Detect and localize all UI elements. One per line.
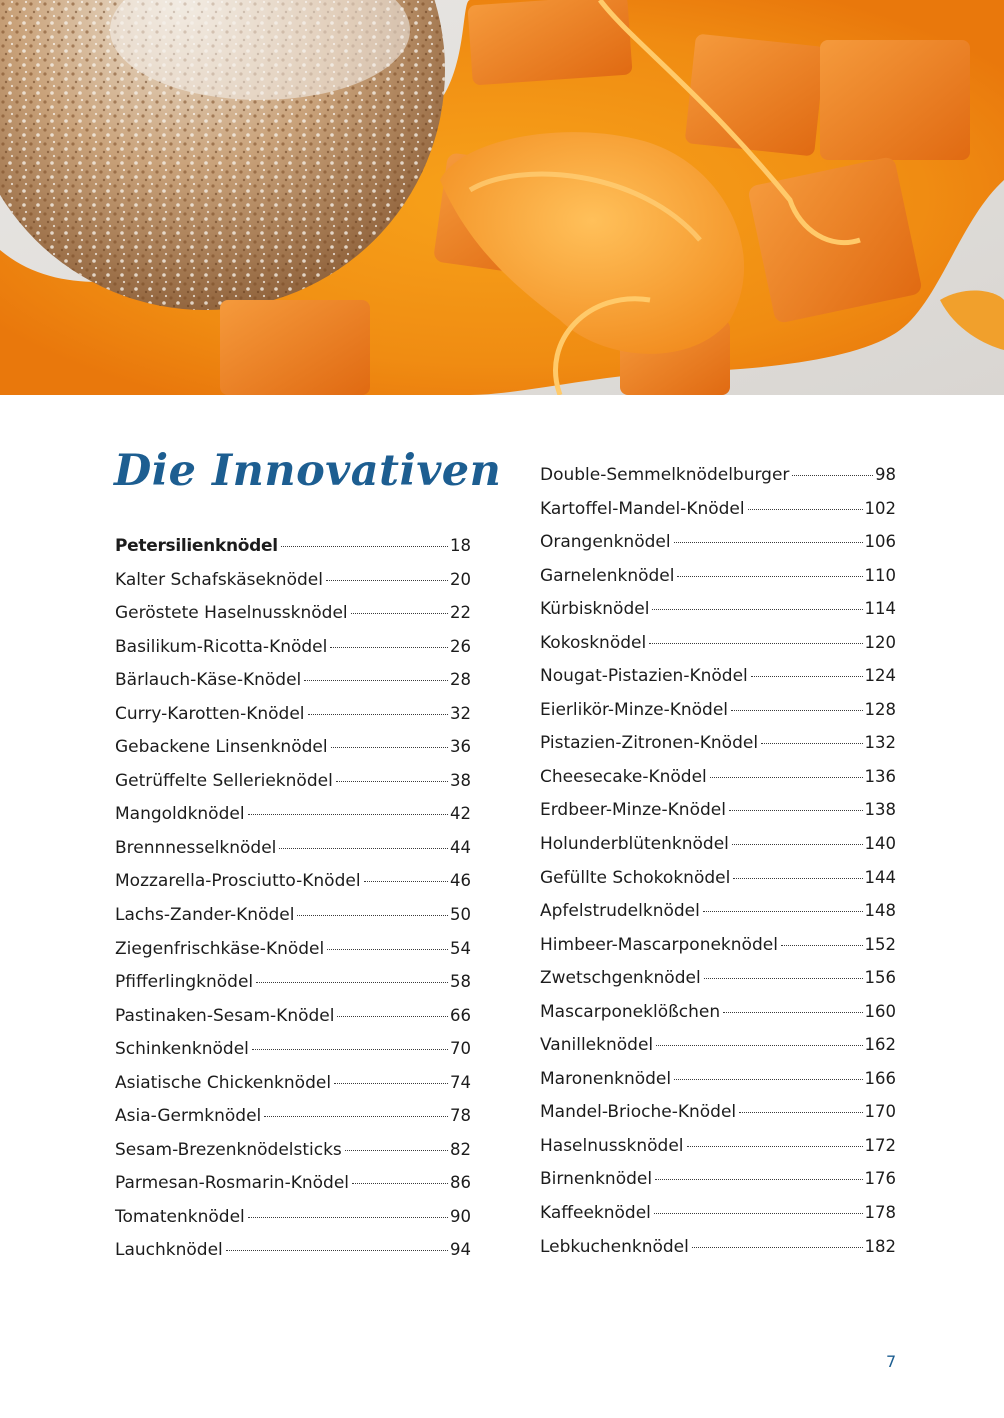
- toc-entry-page: 110: [864, 565, 896, 585]
- toc-entry-title: Mangoldknödel: [115, 804, 245, 825]
- dot-leader: [248, 814, 448, 815]
- toc-entry-page: 128: [864, 699, 896, 719]
- toc-entry[interactable]: [115, 1166, 471, 1200]
- dot-leader: [326, 580, 448, 581]
- toc-entry-title: Bärlauch-Käse-Knödel: [115, 670, 302, 691]
- toc-entry-page: 162: [864, 1035, 896, 1055]
- toc-entry-page: 44: [450, 837, 471, 857]
- toc-entry-title: Kalter Schafskäseknödel: [115, 569, 323, 590]
- toc-entry-title: Petersilienknödel: [115, 536, 278, 556]
- toc-entry[interactable]: [540, 1162, 896, 1196]
- toc-entry-title: Parmesan-Rosmarin-Knödel: [115, 1173, 349, 1194]
- dot-leader: [710, 777, 863, 778]
- toc-entry-page: 20: [450, 569, 471, 589]
- dot-leader: [264, 1116, 448, 1117]
- toc-entry-title: Tomatenknödel: [115, 1206, 245, 1227]
- toc-right-column: [540, 458, 896, 1263]
- dot-leader: [649, 643, 862, 644]
- toc-entry[interactable]: [540, 659, 896, 693]
- toc-entry-page: 98: [875, 465, 896, 484]
- dot-leader: [281, 546, 448, 547]
- dot-leader: [352, 1183, 448, 1184]
- toc-entry-title: Asiatische Chickenknödel: [115, 1072, 332, 1093]
- toc-entry[interactable]: [540, 928, 896, 962]
- dot-leader: [656, 1045, 862, 1046]
- dot-leader: [732, 844, 863, 845]
- toc-entry-title: Pfifferlingknödel: [115, 972, 254, 993]
- dot-leader: [304, 680, 448, 681]
- toc-entry[interactable]: [115, 1233, 471, 1267]
- dot-leader: [723, 1012, 862, 1013]
- toc-entry[interactable]: [540, 693, 896, 727]
- toc-entry[interactable]: [115, 529, 471, 563]
- dot-leader: [703, 911, 863, 912]
- dot-leader: [781, 945, 863, 946]
- dot-leader: [327, 949, 448, 950]
- toc-entry-page: 148: [864, 901, 896, 921]
- toc-entry-title: Haselnussknödel: [540, 1135, 684, 1156]
- toc-entry[interactable]: [115, 663, 471, 697]
- dot-leader: [297, 915, 448, 916]
- toc-entry[interactable]: [540, 592, 896, 626]
- toc-entry-title: Sesam-Brezenknödelsticks: [115, 1139, 342, 1160]
- dot-leader: [733, 878, 862, 879]
- toc-entry-title: Zwetschgenknödel: [540, 968, 701, 989]
- toc-entry-title: Kürbisknödel: [540, 599, 650, 620]
- toc-entry-page: 70: [450, 1039, 471, 1059]
- toc-entry[interactable]: [115, 1032, 471, 1066]
- toc-entry-page: 176: [864, 1169, 896, 1189]
- toc-entry-page: 38: [450, 770, 471, 790]
- toc-entry-page: 18: [450, 536, 471, 555]
- dot-leader: [279, 848, 448, 849]
- toc-entry-title: Kokosknödel: [540, 632, 647, 653]
- dot-leader: [331, 747, 448, 748]
- toc-entry-title: Mandel-Brioche-Knödel: [540, 1102, 737, 1123]
- toc-entry[interactable]: [115, 1066, 471, 1100]
- toc-entry-title: Mascarponeklößchen: [540, 1001, 721, 1022]
- toc-entry-title: Vanilleknödel: [540, 1035, 654, 1056]
- dot-leader: [748, 509, 863, 510]
- toc-entry-page: 28: [450, 670, 471, 690]
- toc-entry-page: 152: [864, 934, 896, 954]
- dot-leader: [739, 1112, 862, 1113]
- toc-entry[interactable]: [540, 458, 896, 492]
- dot-leader: [655, 1179, 862, 1180]
- toc-entry-page: 58: [450, 972, 471, 992]
- toc-entry-title: Lauchknödel: [115, 1240, 223, 1261]
- toc-entry[interactable]: [540, 726, 896, 760]
- toc-entry-page: 170: [864, 1102, 896, 1122]
- toc-entry-page: 182: [864, 1236, 896, 1256]
- toc-entry-title: Pistazien-Zitronen-Knödel: [540, 733, 759, 754]
- dot-leader: [654, 1213, 863, 1214]
- toc-entry[interactable]: [115, 831, 471, 865]
- toc-entry-page: 136: [864, 766, 896, 786]
- toc-entry[interactable]: [115, 630, 471, 664]
- dot-leader: [226, 1250, 448, 1251]
- toc-entry[interactable]: [540, 827, 896, 861]
- toc-entry-title: Mozzarella-Prosciutto-Knödel: [115, 871, 361, 892]
- toc-entry[interactable]: [540, 1196, 896, 1230]
- dot-leader: [751, 676, 863, 677]
- toc-entry[interactable]: [540, 894, 896, 928]
- toc-entry-title: Kaffeeknödel: [540, 1203, 651, 1224]
- dot-leader: [336, 781, 448, 782]
- toc-entry[interactable]: [115, 864, 471, 898]
- toc-entry[interactable]: [115, 797, 471, 831]
- toc-entry-page: 26: [450, 636, 471, 656]
- toc-entry-title: Lachs-Zander-Knödel: [115, 905, 295, 926]
- toc-entry-title: Curry-Karotten-Knödel: [115, 703, 305, 724]
- toc-entry-page: 140: [864, 834, 896, 854]
- toc-entry-page: 120: [864, 632, 896, 652]
- toc-entry[interactable]: [115, 898, 471, 932]
- toc-entry-title: Double-Semmelknödelburger: [540, 465, 790, 485]
- toc-entry[interactable]: [540, 626, 896, 660]
- toc-entry-title: Erdbeer-Minze-Knödel: [540, 800, 726, 821]
- dot-leader: [308, 714, 449, 715]
- toc-entry-page: 54: [450, 938, 471, 958]
- dot-leader: [337, 1016, 448, 1017]
- dot-leader: [677, 576, 862, 577]
- dot-leader: [674, 1079, 862, 1080]
- toc-entry-page: 172: [864, 1135, 896, 1155]
- toc-entry[interactable]: [540, 1095, 896, 1129]
- toc-entry[interactable]: [540, 995, 896, 1029]
- toc-entry-page: 138: [864, 800, 896, 820]
- toc-entry-page: 36: [450, 737, 471, 757]
- dot-leader: [729, 810, 863, 811]
- toc-entry-title: Holunderblütenknödel: [540, 834, 729, 855]
- toc-entry[interactable]: [540, 961, 896, 995]
- dot-leader: [252, 1049, 448, 1050]
- toc-entry-title: Gebackene Linsenknödel: [115, 737, 328, 758]
- toc-entry-page: 144: [864, 867, 896, 887]
- toc-entry-page: 114: [864, 599, 896, 619]
- dot-leader: [704, 978, 863, 979]
- dot-leader: [761, 743, 862, 744]
- toc-entry-page: 166: [864, 1068, 896, 1088]
- toc-entry-page: 160: [864, 1001, 896, 1021]
- toc-entry-page: 78: [450, 1106, 471, 1126]
- toc-entry-title: Asia-Germknödel: [115, 1106, 262, 1127]
- toc-entry-title: Himbeer-Mascarponeknödel: [540, 934, 778, 955]
- toc-entry-title: Garnelenknödel: [540, 565, 675, 586]
- toc-entry-page: 102: [864, 498, 896, 518]
- toc-entry-page: 86: [450, 1173, 471, 1193]
- toc-entry[interactable]: [115, 697, 471, 731]
- toc-entry[interactable]: [115, 764, 471, 798]
- toc-entry-page: 156: [864, 968, 896, 988]
- toc-entry[interactable]: [540, 793, 896, 827]
- page-title: Die Innovativen: [114, 446, 502, 496]
- dot-leader: [692, 1247, 863, 1248]
- toc-entry[interactable]: [115, 1200, 471, 1234]
- toc-entry-page: 66: [450, 1005, 471, 1025]
- toc-entry[interactable]: [540, 861, 896, 895]
- toc-entry-page: 42: [450, 804, 471, 824]
- header-photo: [0, 0, 1004, 395]
- toc-entry[interactable]: [540, 1230, 896, 1264]
- toc-entry-title: Orangenknödel: [540, 532, 671, 553]
- toc-entry[interactable]: [540, 525, 896, 559]
- toc-entry-title: Birnenknödel: [540, 1169, 653, 1190]
- toc-entry[interactable]: [540, 1062, 896, 1096]
- dot-leader: [256, 982, 448, 983]
- toc-left-column: [115, 529, 471, 1267]
- page-number: 7: [886, 1352, 897, 1371]
- dot-leader: [248, 1217, 448, 1218]
- toc-entry[interactable]: [540, 1129, 896, 1163]
- dot-leader: [351, 613, 448, 614]
- toc-entry-page: 90: [450, 1206, 471, 1226]
- toc-entry-page: 106: [864, 532, 896, 552]
- toc-entry-page: 124: [864, 666, 896, 686]
- toc-entry-page: 74: [450, 1072, 471, 1092]
- toc-entry-title: Gefüllte Schokoknödel: [540, 867, 731, 888]
- toc-entry-title: Lebkuchenknödel: [540, 1236, 689, 1257]
- toc-entry-title: Getrüffelte Sellerieknödel: [115, 770, 333, 791]
- toc-entry-title: Ziegenfrischkäse-Knödel: [115, 938, 325, 959]
- toc-entry-page: 32: [450, 703, 471, 723]
- toc-entry[interactable]: [115, 999, 471, 1033]
- dot-leader: [334, 1083, 448, 1084]
- toc-entry-page: 50: [450, 905, 471, 925]
- dot-leader: [674, 542, 863, 543]
- toc-entry[interactable]: [115, 965, 471, 999]
- toc-entry-title: Geröstete Haselnussknödel: [115, 603, 348, 624]
- toc-entry[interactable]: [540, 1028, 896, 1062]
- toc-entry[interactable]: [115, 932, 471, 966]
- toc-entry[interactable]: [540, 492, 896, 526]
- toc-entry-page: 82: [450, 1139, 471, 1159]
- toc-entry[interactable]: [115, 730, 471, 764]
- toc-entry[interactable]: [115, 563, 471, 597]
- toc-entry-page: 132: [864, 733, 896, 753]
- toc-entry[interactable]: [115, 1099, 471, 1133]
- toc-entry[interactable]: [115, 1133, 471, 1167]
- toc-entry-title: Brennnesselknödel: [115, 837, 277, 858]
- dot-leader: [330, 647, 448, 648]
- toc-entry[interactable]: [540, 559, 896, 593]
- dot-leader: [364, 881, 448, 882]
- toc-entry-page: 46: [450, 871, 471, 891]
- toc-entry-title: Kartoffel-Mandel-Knödel: [540, 498, 745, 519]
- dot-leader: [731, 710, 862, 711]
- toc-entry-title: Basilikum-Ricotta-Knödel: [115, 636, 328, 657]
- toc-entry-title: Nougat-Pistazien-Knödel: [540, 666, 748, 687]
- dot-leader: [652, 609, 862, 610]
- toc-entry[interactable]: [540, 760, 896, 794]
- dot-leader: [345, 1150, 448, 1151]
- dot-leader: [792, 475, 873, 476]
- toc-entry-title: Eierlikör-Minze-Knödel: [540, 699, 729, 720]
- toc-entry-page: 94: [450, 1240, 471, 1260]
- toc-entry-page: 178: [864, 1203, 896, 1223]
- toc-entry-title: Maronenknödel: [540, 1068, 672, 1089]
- toc-entry-title: Schinkenknödel: [115, 1039, 249, 1060]
- toc-entry[interactable]: [115, 596, 471, 630]
- toc-entry-title: Apfelstrudelknödel: [540, 901, 700, 922]
- dot-leader: [687, 1146, 863, 1147]
- toc-entry-title: Cheesecake-Knödel: [540, 766, 707, 787]
- toc-entry-page: 22: [450, 603, 471, 623]
- toc-entry-title: Pastinaken-Sesam-Knödel: [115, 1005, 335, 1026]
